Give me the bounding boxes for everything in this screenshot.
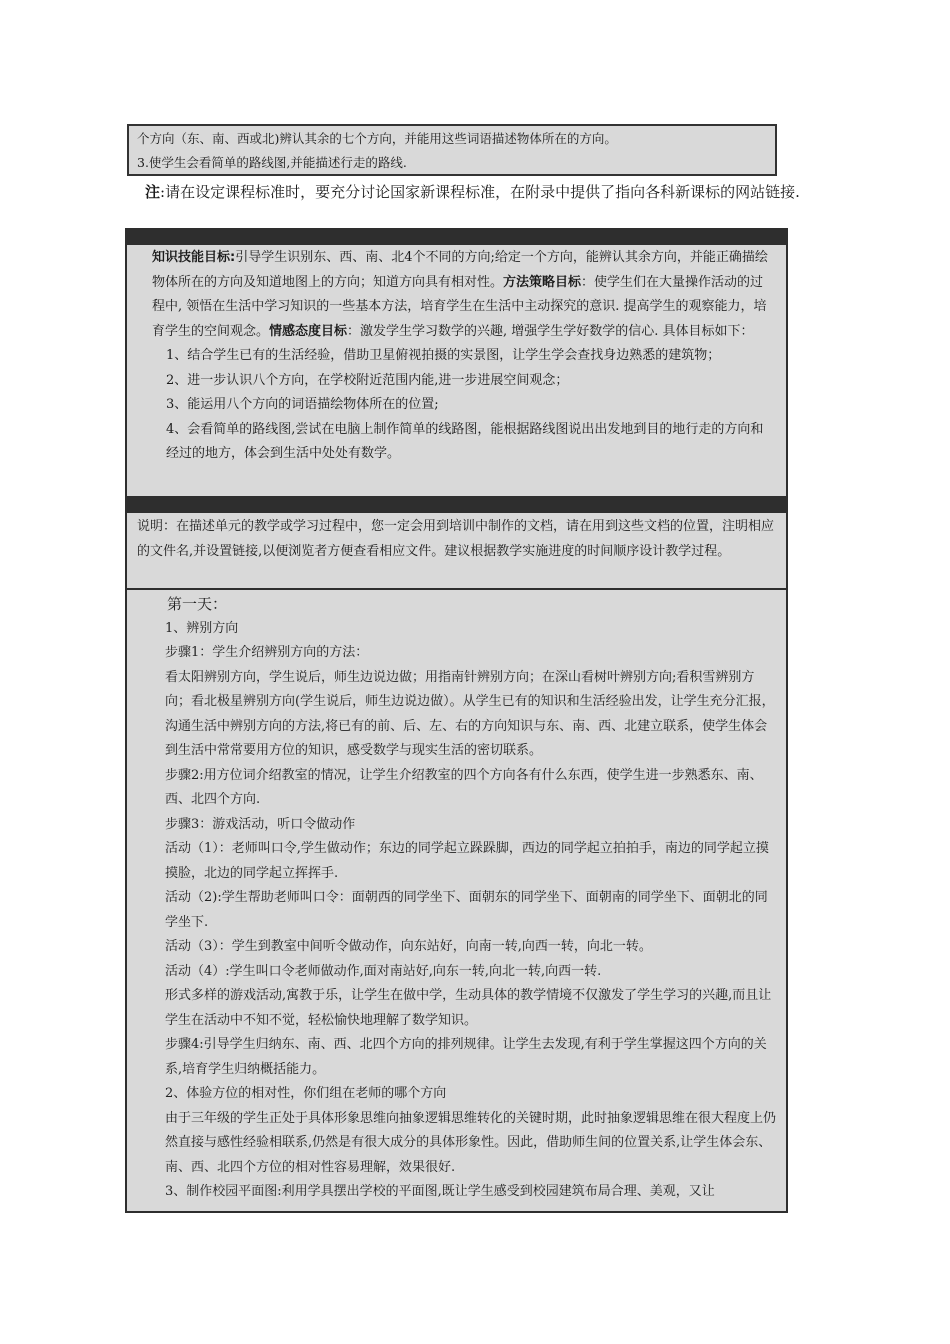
learning-goals-cell <box>125 245 788 496</box>
process-paragraph: 2、体验方位的相对性，你们组在老师的哪个方向 <box>165 1086 447 1101</box>
emotion-goal-heading: 情感态度目标 <box>269 323 348 339</box>
goal-item-3: 3、能运用八个方向的词语描绘物体所在的位置; <box>166 397 439 412</box>
goal-item-4: 4、会看简单的路线图,尝试在电脑上制作简单的线路图，能根据路线图说出出发地到目的地行走的方向和经过的地方，体会到生活中处处有数学。 <box>166 421 764 461</box>
process-paragraph: 步骤3：游戏活动，听口令做动作 <box>165 816 356 832</box>
process-paragraph: 看太阳辨别方向，学生说后，师生边说边做；用指南针辨别方向；在深山看树叶辨别方向;看积雪辨别方向；看北极星辨别方向(学生说后，师生边说边做）。从学生已有的知识和生活经验出发，让学生充分汇报，沟通生活中辨别方向的方法,将已有的前、后、左、右的方向知识与东、南、西、北建立联系，使学生体会到生活中常常要用方位的知识，感受数学与现实生活的密切联系。 <box>165 669 775 758</box>
process-paragraph: 步骤1：学生介绍辨别方向的方法： <box>165 645 369 660</box>
knowledge-goal-text: 引导学生识别东、西、南、北4个不同的方向;给定一个方向，能辨认其余方向，并能正确描绘物体所在的方向及知道地图上的方向；知道方向具有相对性。 <box>152 250 768 290</box>
teaching-process-cell <box>125 590 788 1213</box>
standards-note <box>145 180 805 204</box>
process-header-bar <box>125 496 788 513</box>
process-paragraph: 3、制作校园平面图:利用学具摆出学校的平面图,既让学生感受到校园建筑布局合理、美观，又让 <box>165 1184 715 1199</box>
process-paragraph: 形式多样的游戏活动,寓教于乐，让学生在做中学，生动具体的教学情境不仅激发了学生学习的兴趣,而且让学生在活动中不知不觉，轻松愉快地理解了数学知识。 <box>165 988 772 1028</box>
process-paragraph: 由于三年级的学生正处于具体形象思维向抽象逻辑思维转化的关键时期，此时抽象逻辑思维在很大程度上仍然直接与感性经验相联系,仍然是有很大成分的具体形象性。因此，借助师生间的位置关系,让学生体会东、南、西、北四个方位的相对性容易理解，效果很好. <box>165 1110 777 1175</box>
goal-item-2: 2、进一步认识八个方向，在学校附近范围内能,进一步进展空间观念； <box>166 372 569 388</box>
method-goal-heading: 方法策略目标 <box>503 274 582 290</box>
process-paragraph: 活动（4）:学生叫口令老师做动作,面对南站好,向东一转,向北一转,向西一转. <box>165 963 602 979</box>
process-instructions: 说明：在描述单元的教学或学习过程中，您一定会用到培训中制作的文档，请在用到这些文档的位置，注明相应的文件名,并设置链接,以便浏览者方便查看相应文件。建议根据教学实施进度的时间顺序设计教学过程。 <box>125 513 788 590</box>
knowledge-goal-heading: 知识技能目标: <box>152 250 236 265</box>
standards-table-continuation <box>127 124 777 176</box>
goals-paragraph <box>152 246 770 344</box>
process-paragraph: 步骤4:引导学生归纳东、南、西、北四个方向的排列规律。让学生去发现,有利于学生掌握这四个方向的关系,培育学生归纳概括能力。 <box>165 1037 767 1077</box>
note-label: 注 <box>145 183 161 201</box>
standards-line-2: 3.使学生会看简单的路线图,并能描述行走的路线. <box>137 155 407 170</box>
process-paragraph: 1、辨别方向 <box>165 620 239 636</box>
process-paragraph: 活动（1）：老师叫口令,学生做动作；东边的同学起立跺跺脚，西边的同学起立拍拍手，南边的同学起立摸摸脸，北边的同学起立挥挥手. <box>165 841 769 881</box>
emotion-goal-text: ：激发学生学习数学的兴趣, 增强学生学好数学的信心. 具体目标如下： <box>347 323 754 339</box>
day-heading: 第一天： <box>167 595 228 613</box>
process-paragraph: 活动（3）：学生到教室中间听令做动作，向东站好，向南一转,向西一转，向北一转。 <box>165 939 652 954</box>
process-paragraph: 步骤2:用方位词介绍教室的情况，让学生介绍教室的四个方向各有什么东西，使学生进一步熟悉东、南、西、北四个方向. <box>165 767 763 807</box>
note-text: :请在设定课程标准时，要充分讨论国家新课程标准，在附录中提供了指向各科新课标的网站链接. <box>160 183 800 201</box>
goal-item-1: 1、结合学生已有的生活经验，借助卫星俯视拍摄的实景图，让学生学会查找身边熟悉的建筑物； <box>166 348 721 363</box>
standards-line-1: 个方向（东、南、西或北)辨认其余的七个方向，并能用这些词语描述物体所在的方向。 <box>137 131 617 146</box>
method-goal-text: ：使学生们在大量操作活动的过程中, 领悟在生活中学习知识的一些基本方法，培育学生在生活中主动探究的意识. 提高学生的观察能力，培育学生的空间观念。 <box>152 274 767 339</box>
process-paragraph: 活动（2):学生帮助老师叫口令：面朝西的同学坐下、面朝东的同学坐下、面朝南的同学坐下、面朝北的同学坐下. <box>165 890 768 930</box>
goals-header-bar <box>125 228 788 245</box>
